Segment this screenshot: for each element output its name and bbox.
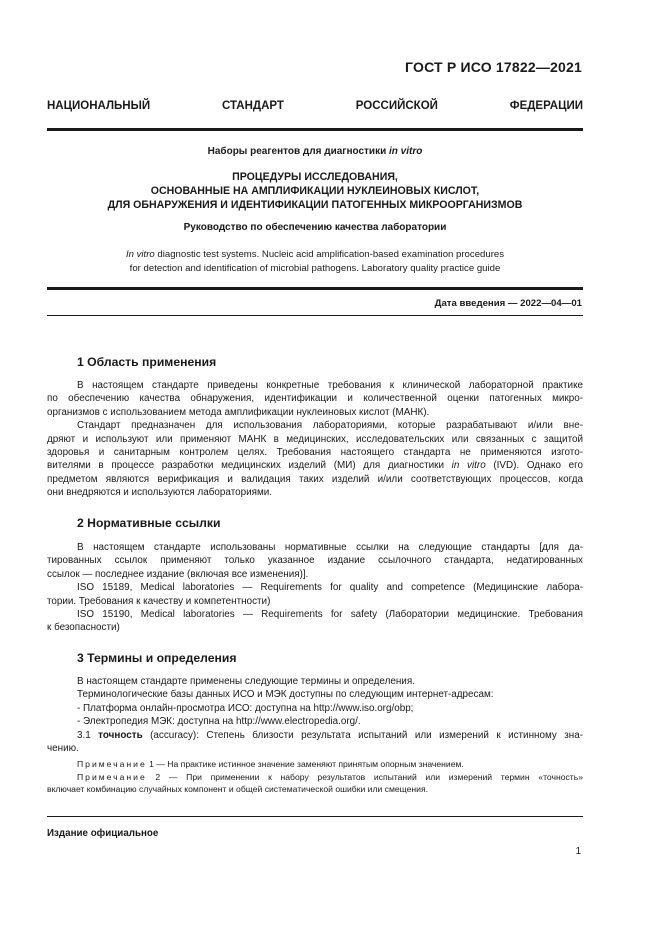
text-line: В настоящем стандарте приведены конкретные требования к клинической лабораторной практике bbox=[77, 380, 583, 391]
text-line: организмов с использованием метода амплификации нуклеиновых кислот (МАНК). bbox=[47, 406, 430, 418]
note-label: Примечание bbox=[77, 771, 147, 782]
text-line: дряют и используют или применяют МАНК в медицинских, исследовательских или связанных с защитой bbox=[47, 433, 583, 445]
title-en-line-1 bbox=[47, 248, 583, 262]
kit-italic: in vitro bbox=[389, 146, 423, 157]
url-line-iso: - Платформа онлайн-просмотра ИСО: доступна на http://www.iso.org/obp; bbox=[77, 702, 414, 714]
page-number: 1 bbox=[575, 846, 581, 857]
main-title bbox=[47, 170, 583, 212]
note-label: Примечание bbox=[77, 759, 147, 769]
title-english bbox=[47, 248, 583, 276]
notes bbox=[47, 758, 583, 796]
kit-prefix: Наборы реагентов для диагностики bbox=[207, 146, 390, 157]
note-text: 2 — При применении к набору результатов испытаний или измерений термин «точность» bbox=[146, 771, 583, 782]
note-2 bbox=[47, 771, 583, 784]
text-fragment: вителями в процессе разработки медицинских изделий (МИ) для диагностики bbox=[47, 460, 452, 472]
reference-line: ISO 15190, Medical laboratories — Requirements for safety (Лаборатории медицинские. Требования bbox=[77, 609, 583, 621]
reference-line: ISO 15189, Medical laboratories — Requirements for quality and competence (Медицинские лабора- bbox=[77, 582, 583, 594]
footer-rule bbox=[47, 816, 583, 817]
definition-number: 3.1 bbox=[77, 729, 99, 741]
section-2-heading: 2 Нормативные ссылки bbox=[77, 516, 221, 530]
text-line: ссылок — последнее издание (включая все изменения)]. bbox=[47, 568, 309, 580]
text-line: по обеспечению качества обнаружения, идентификации и количественной оценки патогенных микро- bbox=[47, 393, 583, 405]
text-line: здоровья и санитарным контролем целях. Требования настоящего стандарта не применяются изгото- bbox=[47, 447, 583, 459]
section-3-text bbox=[47, 675, 583, 755]
title-rule bbox=[47, 287, 583, 290]
date-rule bbox=[47, 315, 583, 316]
text-line: Терминологические базы данных ИСО и МЭК доступны по следующим интернет-адресам: bbox=[77, 689, 494, 701]
main-title-line: ОСНОВАННЫЕ НА АМПЛИФИКАЦИИ НУКЛЕИНОВЫХ КИСЛОТ, bbox=[150, 185, 480, 197]
text-line: тированных ссылок применяют только указанное издание ссылочного стандарта, недатированных bbox=[47, 555, 583, 567]
standard-number: ГОСТ Р ИСО 17822—2021 bbox=[405, 59, 582, 75]
definition-term: точность bbox=[98, 729, 143, 741]
title-en-italic: In vitro bbox=[125, 249, 155, 260]
note-1 bbox=[47, 758, 583, 771]
text-italic: in vitro bbox=[451, 460, 486, 472]
main-title-line: ПРОЦЕДУРЫ ИССЛЕДОВАНИЯ, bbox=[232, 171, 398, 183]
section-2-text bbox=[47, 541, 583, 635]
text-line: они внедряются и используются лабораториями. bbox=[47, 487, 273, 499]
main-title-line: ДЛЯ ОБНАРУЖЕНИЯ И ИДЕНТИФИКАЦИИ ПАТОГЕННЫХ МИКРООРГАНИЗМОВ bbox=[107, 199, 523, 211]
url-line-iec: - Электропедия МЭК: доступна на http://www.electropedia.org/. bbox=[77, 716, 361, 728]
reference-line: тории. Требования к качеству и компетентности) bbox=[47, 595, 271, 607]
definition-line bbox=[47, 729, 583, 742]
text-line: предметом являются верификация и валидация таких изделий и/или соответствующих процессов, когда bbox=[47, 473, 583, 485]
national-standard-title: НАЦИОНАЛЬНЫЙ СТАНДАРТ РОССИЙСКОЙ ФЕДЕРАЦИИ bbox=[47, 100, 583, 112]
section-3-heading: 3 Термины и определения bbox=[77, 651, 237, 665]
header-rule bbox=[47, 128, 583, 131]
title-en-line-2: for detection and identification of microbial pathogens. Laboratory quality practice guide bbox=[129, 263, 501, 274]
note-2-continued: включает комбинацию случайных компонент и общей систематической ошибки или смещения. bbox=[47, 784, 428, 794]
official-edition: Издание официальное bbox=[47, 828, 159, 839]
guide-title-ru: Руководство по обеспечению качества лаборатории bbox=[183, 222, 447, 233]
note-text: 1 — На практике истинное значение заменяют принятым опорным значением. bbox=[146, 759, 464, 769]
introduction-date: Дата введения — 2022—04—01 bbox=[434, 298, 582, 309]
text-line: В настоящем стандарте использованы нормативные ссылки на следующие стандарты [для да- bbox=[77, 542, 583, 553]
text-line: В настоящем стандарте применены следующие термины и определения. bbox=[77, 676, 415, 687]
definition-line: чению. bbox=[47, 743, 79, 755]
kit-subtitle bbox=[47, 146, 583, 157]
text-fragment: (IVD). Однако его bbox=[485, 460, 583, 472]
reference-line: к безопасности) bbox=[47, 622, 120, 634]
section-1-text bbox=[47, 379, 583, 500]
text-line bbox=[47, 459, 583, 472]
title-en-rest: diagnostic test systems. Nucleic acid amplification-based examination procedures bbox=[154, 249, 505, 260]
definition-text: (accuracy): Степень близости результата испытаний или измерений к истинному зна- bbox=[142, 729, 583, 741]
section-1-heading: 1 Область применения bbox=[77, 355, 217, 369]
text-line: Стандарт предназначен для использования лабораториями, которые разрабатывают и/или вне- bbox=[77, 420, 583, 432]
